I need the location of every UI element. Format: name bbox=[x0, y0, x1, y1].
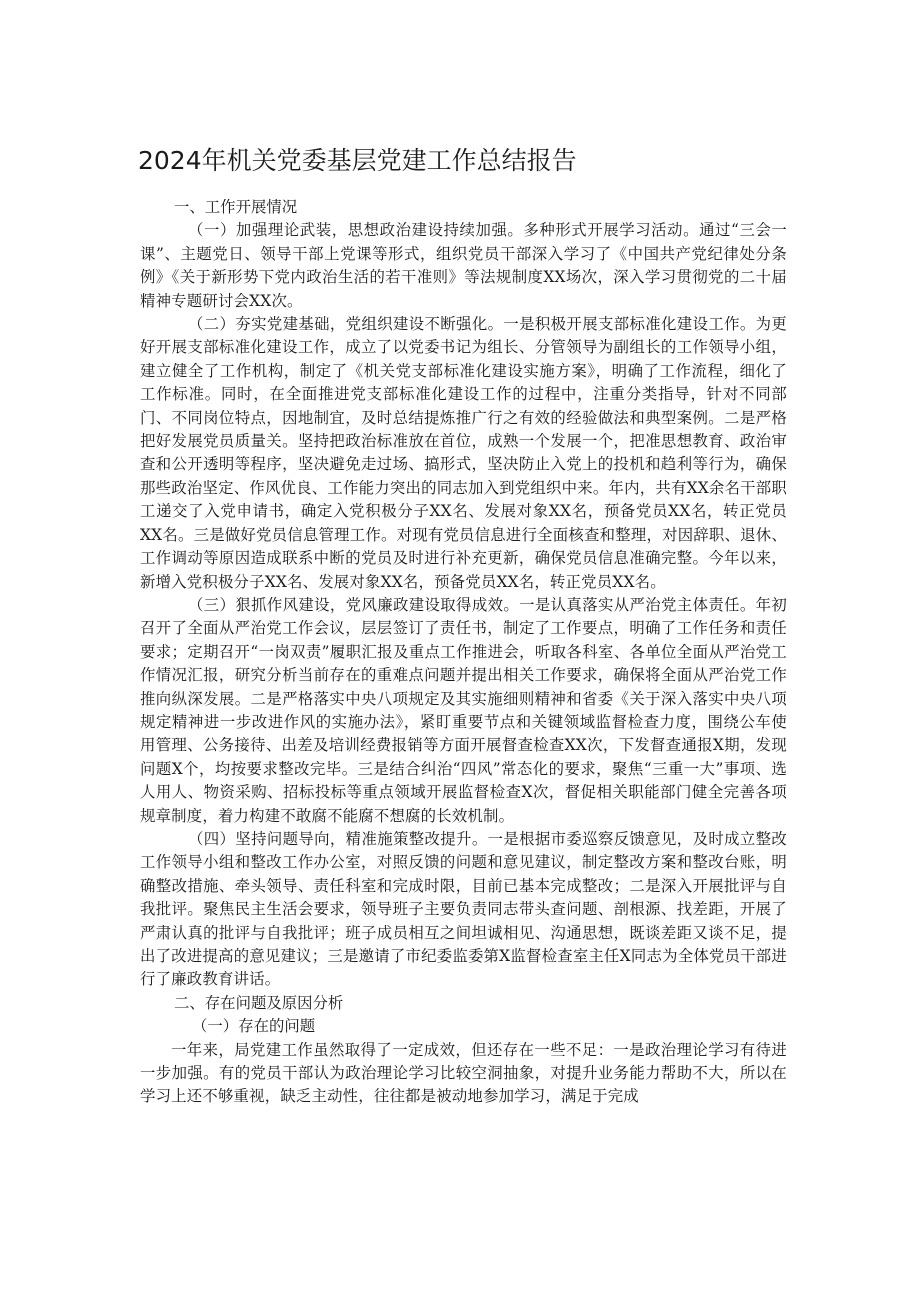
subheading-existing-problems: （一）存在的问题 bbox=[192, 1017, 316, 1036]
paragraph-work-style: （三）狠抓作风建设，党风廉政建设取得成效。一是认真落实从严治党主体责任。年初召开了全面从严治党工作会议，层层签订了责任书，制定了工作要点，明确了工作任务和责任要求；定期召开“一岗双责”履职汇报及重点工作推进会，听取各科室、各单位全面从严治党工作情况汇报，研究分析当前存在的重难点问题并提出相关工作要求，确保将全面从严治党工作推向纵深发展。二是严格落实中央八项规定及其实施细则精神和省委《关于深入落实中央八项规定精神进一步改进作风的实施办法》，紧盯重要节点和关键领域监督检查力度，围绕公车使用管理、公务接待、出差及培训经费报销等方面开展督查检查XX次，下发督查通报X期，发现问题X个，均按要求整改完毕。三是结合纠治“四风”常态化的要求，聚焦“三重一大”事项、选人用人、物资采购、招标投标等重点领域开展监督检查X次，督促相关职能部门健全完善各项规章制度，着力构建不敢腐不能腐不想腐的长效机制。 bbox=[140, 595, 787, 825]
section-heading-1: 一、工作开展情况 bbox=[174, 198, 298, 216]
document-body bbox=[140, 196, 787, 1109]
paragraph-theory-study: （一）加强理论武装，思想政治建设持续加强。多种形式开展学习活动。通过“三会一课”、主题党日、领导干部上党课等形式，组织党员干部深入学习了《中国共产党纪律处分条例》《关于新形势下党内政治生活的若干准则》等法规制度XX场次，深入学习贯彻党的二十届精神专题研讨会XX次。 bbox=[140, 221, 787, 310]
paragraph-party-building: （二）夯实党建基础，党组织建设不断强化。一是积极开展支部标准化建设工作。为更好开展支部标准化建设工作，成立了以党委书记为组长、分管领导为副组长的工作领导小组，建立健全了工作机构，制定了《机关党支部标准化建设实施方案》，明确了工作流程，细化了工作标准。同时，在全面推进党支部标准化建设工作的过程中，注重分类指导，针对不同部门、不同岗位特点，因地制宜，及时总结提炼推广行之有效的经验做法和典型案例。二是严格把好发展党员质量关。坚持把政治标准放在首位，成熟一个发展一个，把准思想教育、政治审查和公开透明等程序，坚决避免走过场、搞形式，坚决防止入党上的投机和趋利等行为，确保那些政治坚定、作风优良、工作能力突出的同志加入到党组织中来。年内，共有XX余名干部职工递交了入党申请书，确定入党积极分子XX名、发展对象XX名，预备党员XX名，转正党员XX名。三是做好党员信息管理工作。对现有党员信息进行全面核查和整理，对因辞职、退休、工作调动等原因造成联系中断的党员及时进行补充更新，确保党员信息准确完整。今年以来，新增入党积极分子XX名、发展对象XX名，预备党员XX名，转正党员XX名。 bbox=[140, 315, 787, 591]
section-heading-2: 二、存在问题及原因分析 bbox=[174, 993, 344, 1012]
paragraph-problems: 一年来，局党建工作虽然取得了一定成效，但还存在一些不足：一是政治理论学习有待进一步加强。有的党员干部认为政治理论学习比较空洞抽象，对提升业务能力帮助不大，所以在学习上还不够重视，缺乏主动性，往往都是被动地参加学习，满足于完成 bbox=[140, 1040, 787, 1106]
paragraph-problem-orientation: （四）坚持问题导向，精准施策整改提升。一是根据市委巡察反馈意见，及时成立整改工作领导小组和整改工作办公室，对照反馈的问题和意见建议，制定整改方案和整改台账，明确整改措施、牵头领导、责任科室和完成时限，目前已基本完成整改；二是深入开展批评与自我批评。聚焦民主生活会要求，领导班子主要负责同志带头查问题、剖根源、找差距，开展了严肃认真的批评与自我批评；班子成员相互之间坦诚相见、沟通思想，既谈差距又谈不足，提出了改进提高的意见建议；三是邀请了市纪委监委第X监督检查室主任X同志为全体党员干部进行了廉政教育讲话。 bbox=[140, 829, 787, 989]
document-title: 2024年机关党委基层党建工作总结报告 bbox=[138, 146, 577, 175]
